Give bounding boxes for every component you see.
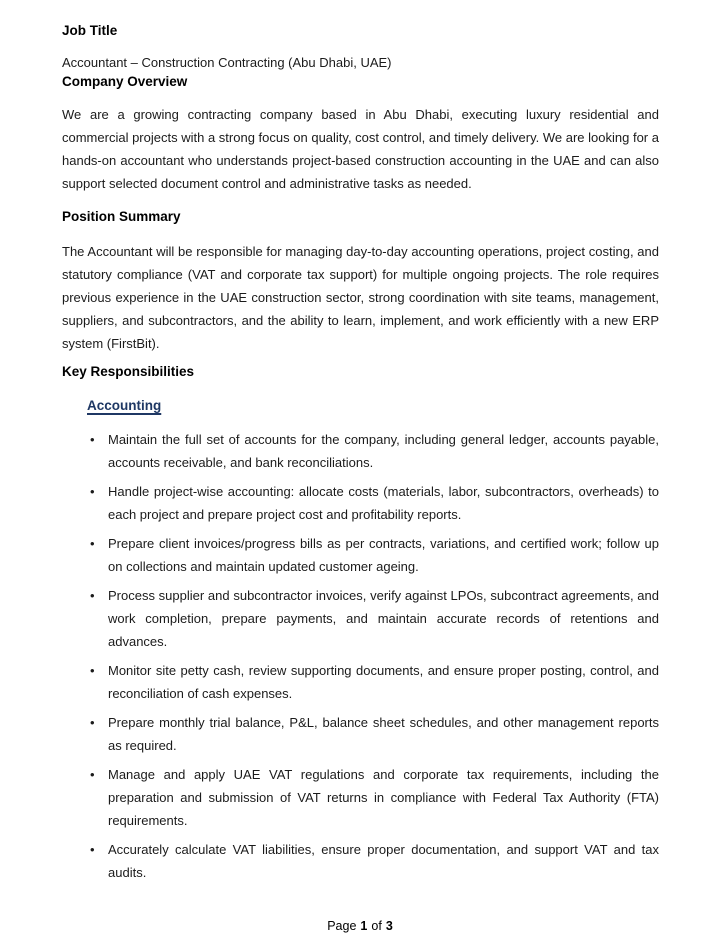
footer-page-number: 1 <box>360 919 368 933</box>
section-company-overview <box>62 74 659 195</box>
section-position-summary <box>62 209 659 355</box>
section-key-responsibilities <box>62 364 659 884</box>
bullet-text: Prepare client invoices/progress bills as per contracts, variations, and certified work; follow up on collections and maintain updated customer ageing. <box>108 536 659 574</box>
bullet-text: Handle project-wise accounting: allocate costs (materials, labor, subcontractors, overheads) to each project and prepare project cost and profitability reports. <box>108 484 659 522</box>
company-overview-paragraph: We are a growing contracting company based in Abu Dhabi, executing luxury residential and commercial projects with a strong focus on quality, cost control, and timely delivery. We are looking for a hands-on accountant who understands project-based construction accounting in the UAE and can also support selected document control and administrative tasks as needed. <box>62 107 659 191</box>
position-summary-heading: Position Summary <box>62 209 181 224</box>
accounting-bullet-list <box>62 428 659 884</box>
bullet-item <box>90 659 659 705</box>
bullet-icon: • <box>90 663 95 678</box>
accounting-subheading: Accounting <box>87 398 162 413</box>
bullet-icon: • <box>90 432 95 447</box>
accounting-subheading-row <box>62 394 659 428</box>
bullet-text: Maintain the full set of accounts for the company, including general ledger, accounts payable, accounts receivable, and bank reconciliations. <box>108 432 659 470</box>
position-summary-paragraph: The Accountant will be responsible for managing day-to-day accounting operations, project costing, and statutory compliance (VAT and corporate tax support) for multiple ongoing projects. The role requires previous experience in the UAE construction sector, strong coordination with site teams, management, suppliers, and subcontractors, and the ability to learn, implement, and work efficiently with a new ERP system (FirstBit). <box>62 244 659 351</box>
footer-label-page: Page <box>327 919 357 933</box>
bullet-text: Accurately calculate VAT liabilities, ensure proper documentation, and support VAT and tax audits. <box>108 842 659 880</box>
bullet-text: Prepare monthly trial balance, P&L, balance sheet schedules, and other management reports as required. <box>108 715 659 753</box>
bullet-icon: • <box>90 588 95 603</box>
bullet-item <box>90 763 659 832</box>
bullet-text: Monitor site petty cash, review supporting documents, and ensure proper posting, control, and reconciliation of cash expenses. <box>108 663 659 701</box>
bullet-text: Process supplier and subcontractor invoices, verify against LPOs, subcontract agreements, and work completion, prepare payments, and maintain accurate records of retentions and advances. <box>108 588 659 649</box>
job-title-text: Accountant – Construction Contracting (Abu Dhabi, UAE) <box>62 55 392 70</box>
company-overview-heading: Company Overview <box>62 74 188 89</box>
bullet-icon: • <box>90 767 95 782</box>
job-title-heading: Job Title <box>62 23 118 38</box>
bullet-icon: • <box>90 715 95 730</box>
footer-label-of: of <box>371 919 382 933</box>
bullet-icon: • <box>90 536 95 551</box>
section-job-title <box>62 23 659 74</box>
bullet-text: Manage and apply UAE VAT regulations and corporate tax requirements, including the preparation and submission of VAT returns in compliance with Federal Tax Authority (FTA) requirements. <box>108 767 659 828</box>
key-responsibilities-heading: Key Responsibilities <box>62 364 195 379</box>
bullet-item <box>90 584 659 653</box>
bullet-item <box>90 480 659 526</box>
bullet-icon: • <box>90 842 95 857</box>
page-footer <box>0 919 720 934</box>
bullet-item <box>90 711 659 757</box>
bullet-item <box>90 428 659 474</box>
footer-total-pages: 3 <box>385 919 393 933</box>
bullet-icon: • <box>90 484 95 499</box>
bullet-item <box>90 838 659 884</box>
bullet-item <box>90 532 659 578</box>
